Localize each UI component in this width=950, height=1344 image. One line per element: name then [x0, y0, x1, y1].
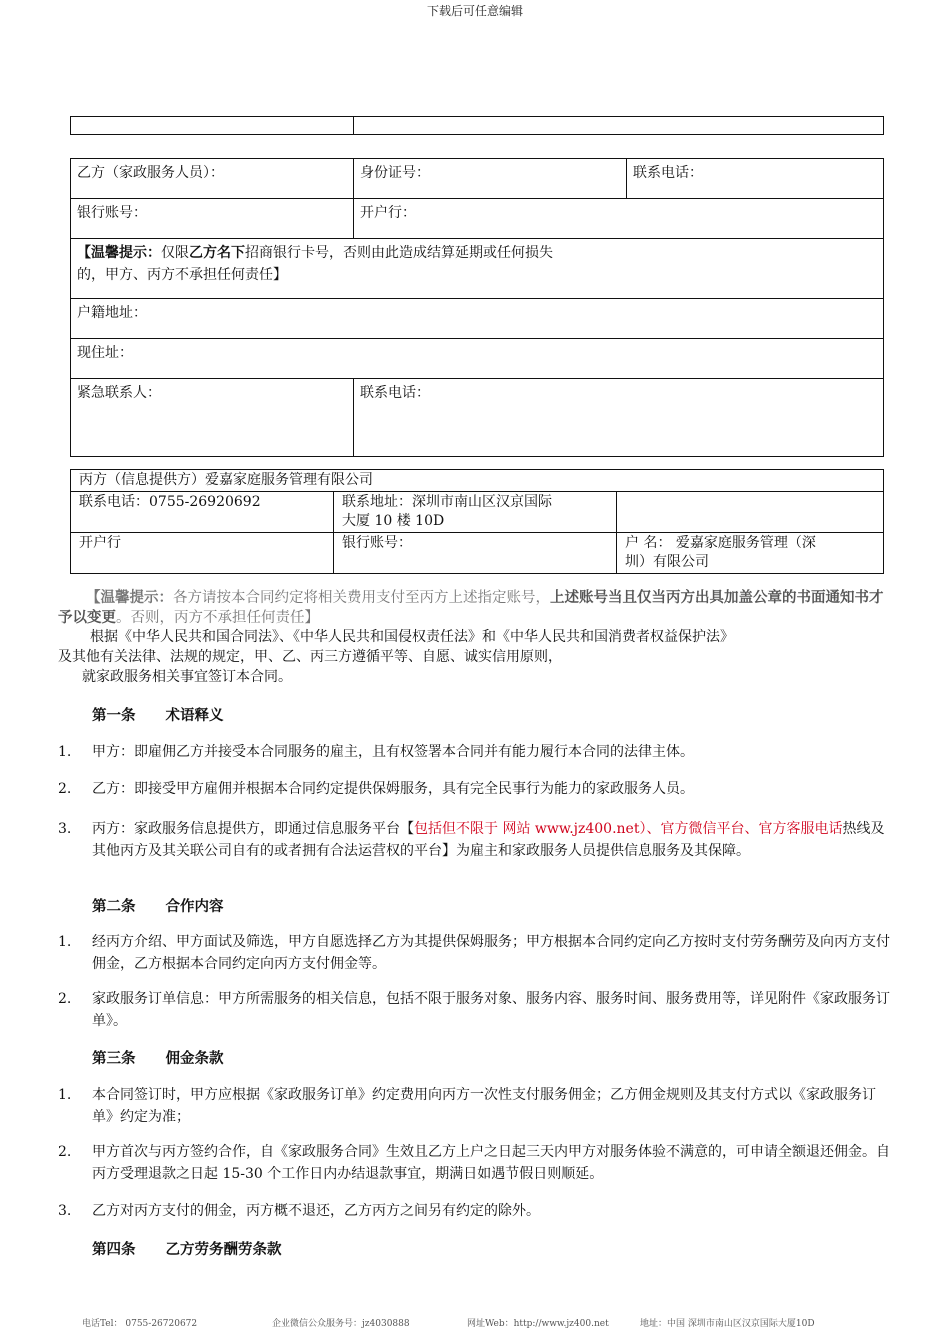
item-text: 家政服务订单信息：甲方所需服务的相关信息，包括不限于服务对象、服务内容、服务时间、服务费用等，详见附件《家政服务订单》。	[92, 991, 890, 1029]
intro-paragraph	[58, 627, 890, 687]
id-number-cell[interactable]: 身份证号：	[354, 159, 627, 199]
list-item	[58, 1141, 890, 1185]
party-b-table	[70, 158, 884, 457]
list-item	[58, 931, 890, 975]
platform-highlight: 包括但不限于 网站 www.jz400.net）、官方微信平台、官方客服电话	[414, 821, 843, 837]
item-number: 2.	[58, 1144, 72, 1160]
tip-open: 【	[77, 245, 91, 261]
section-1-number: 第一条	[92, 707, 136, 724]
top-table-cell-right	[354, 117, 884, 135]
item-number: 2.	[58, 991, 72, 1007]
list-item	[58, 1200, 890, 1222]
item-number: 1.	[58, 744, 72, 760]
bank-account-cell[interactable]: 银行账号：	[71, 199, 354, 239]
item-text: 甲方：即雇佣乙方并接受本合同服务的雇主，且有权签署本合同并有能力履行本合同的法律主体。	[92, 744, 694, 760]
section-3-heading	[92, 1047, 224, 1068]
list-item	[58, 818, 890, 862]
list-item	[58, 1084, 890, 1128]
item-number: 2.	[58, 781, 72, 797]
party-b-name-cell[interactable]: 乙方（家政服务人员）：	[71, 159, 354, 199]
party-c-table	[70, 469, 884, 574]
footer-tel: 电话Tel： 0755-26720672	[82, 1319, 198, 1329]
emergency-phone-cell[interactable]: 联系电话：	[354, 379, 884, 457]
footer-address: 地址：中国 深圳市南山区汉京国际大厦10D	[640, 1319, 815, 1329]
party-c-address-line-1: 联系地址：深圳市南山区汉京国际	[342, 494, 552, 510]
item-number: 1.	[58, 934, 72, 950]
tip-bold-2: 乙方名下	[189, 245, 245, 261]
section-1-title: 术语释义	[165, 707, 224, 724]
section-4-heading	[92, 1238, 282, 1259]
section-3-number: 第三条	[92, 1050, 136, 1067]
list-item	[58, 778, 890, 800]
item-text: 甲方首次与丙方签约合作，自《家政服务合同》生效且乙方上户之日起三天内甲方对服务体验不满意的，可申请全额退还佣金。自丙方受理退款之日起 15-30 个工作日内办结退款事宜，期满日如遇节假日则顺延。	[92, 1144, 890, 1182]
intro-line-1: 根据《中华人民共和国合同法》、《中华人民共和国侵权责任法》和《中华人民共和国消费者权益保护法》	[90, 629, 734, 645]
item-text-a: 丙方：家政服务信息提供方，即通过信息服务平台【	[92, 821, 414, 837]
item-text	[92, 818, 890, 862]
list-item	[58, 741, 890, 763]
top-table	[70, 116, 884, 135]
party-c-address-line-2: 大厦 10 楼 10D	[342, 513, 445, 529]
tip-text-2: 招商银行卡号，否则由此造成结算延	[245, 245, 469, 261]
section-2-heading	[92, 895, 224, 916]
section-3-title: 佣金条款	[165, 1050, 224, 1067]
section-2-number: 第二条	[92, 898, 136, 915]
section-4-number: 第四条	[92, 1241, 136, 1258]
party-c-holder	[617, 533, 884, 574]
party-c-address	[334, 492, 617, 533]
item-number: 3.	[58, 821, 72, 837]
intro-line-2: 及其他有关法律、法规的规定，甲、乙、丙三方遵循平等、自愿、诚实信用原则，	[58, 649, 562, 665]
bank-tip-cell	[71, 239, 884, 299]
page-header: 下载后可任意编辑	[426, 4, 523, 18]
party-c-bank: 开户行	[71, 533, 334, 574]
tip-line-2: 期或任何损失的，甲方、丙方不承担任何责任】	[77, 245, 553, 283]
notice-open: 【温馨提示：	[86, 589, 173, 606]
section-1-heading	[92, 704, 224, 725]
tip-text-1: 仅限	[161, 245, 189, 261]
item-text-b: 热线及其他丙方及其关联公司自有的或者拥有合法运营权的平台】为雇主和家政服务人员提供信息服务及其保障。	[92, 821, 885, 859]
notice-text-1: 各方请按本合同约定将相关费用支付至丙方上述指定账号，	[173, 590, 550, 606]
item-number: 3.	[58, 1203, 72, 1219]
item-text: 乙方：即接受甲方雇佣并根据本合同约定提供保姆服务，具有完全民事行为能力的家政服务人员。	[92, 781, 694, 797]
party-c-holder-line-1: 户 名： 爱嘉家庭服务管理（深	[625, 535, 816, 551]
party-c-holder-line-2: 圳）有限公司	[625, 554, 709, 570]
tip-label: 温馨提示：	[91, 245, 161, 261]
hukou-address-cell[interactable]: 户籍地址：	[71, 299, 884, 339]
notice-bold: 上述账号当且仅当丙方出具加盖公章的书面通知书才予以变更	[58, 589, 884, 626]
payment-notice	[58, 588, 890, 628]
item-number: 1.	[58, 1087, 72, 1103]
party-c-phone: 联系电话：0755-26920692	[71, 492, 334, 533]
top-table-cell-left	[71, 117, 354, 135]
item-text: 本合同签订时，甲方应根据《家政服务订单》约定费用向丙方一次性支付服务佣金；乙方佣金规则及其支付方式以《家政服务订单》约定为准；	[92, 1087, 876, 1125]
footer-wechat: 企业微信公众服务号：jz4030888	[272, 1319, 410, 1329]
current-address-cell[interactable]: 现住址：	[71, 339, 884, 379]
footer-web[interactable]: 网址Web：http://www.jz400.net	[467, 1319, 609, 1329]
intro-line-3: 就家政服务相关事宜签订本合同。	[82, 669, 292, 685]
section-4-title: 乙方劳务酬劳条款	[165, 1241, 282, 1258]
party-c-account: 银行账号：	[334, 533, 617, 574]
section-2-title: 合作内容	[165, 898, 224, 915]
item-text: 乙方对丙方支付的佣金，丙方概不退还，乙方丙方之间另有约定的除外。	[92, 1203, 540, 1219]
party-c-empty-cell	[617, 492, 884, 533]
emergency-contact-cell[interactable]: 紧急联系人：	[71, 379, 354, 457]
phone-cell[interactable]: 联系电话：	[627, 159, 884, 199]
party-c-title: 丙方（信息提供方）爱嘉家庭服务管理有限公司	[71, 470, 884, 492]
item-text: 经丙方介绍、甲方面试及筛选，甲方自愿选择乙方为其提供保姆服务；甲方根据本合同约定向乙方按时支付劳务酬劳及向丙方支付佣金，乙方根据本合同约定向丙方支付佣金等。	[92, 934, 890, 972]
bank-branch-cell[interactable]: 开户行：	[354, 199, 884, 239]
notice-text-2: 。否则，丙方不承担任何责任】	[116, 610, 319, 626]
list-item	[58, 988, 890, 1032]
